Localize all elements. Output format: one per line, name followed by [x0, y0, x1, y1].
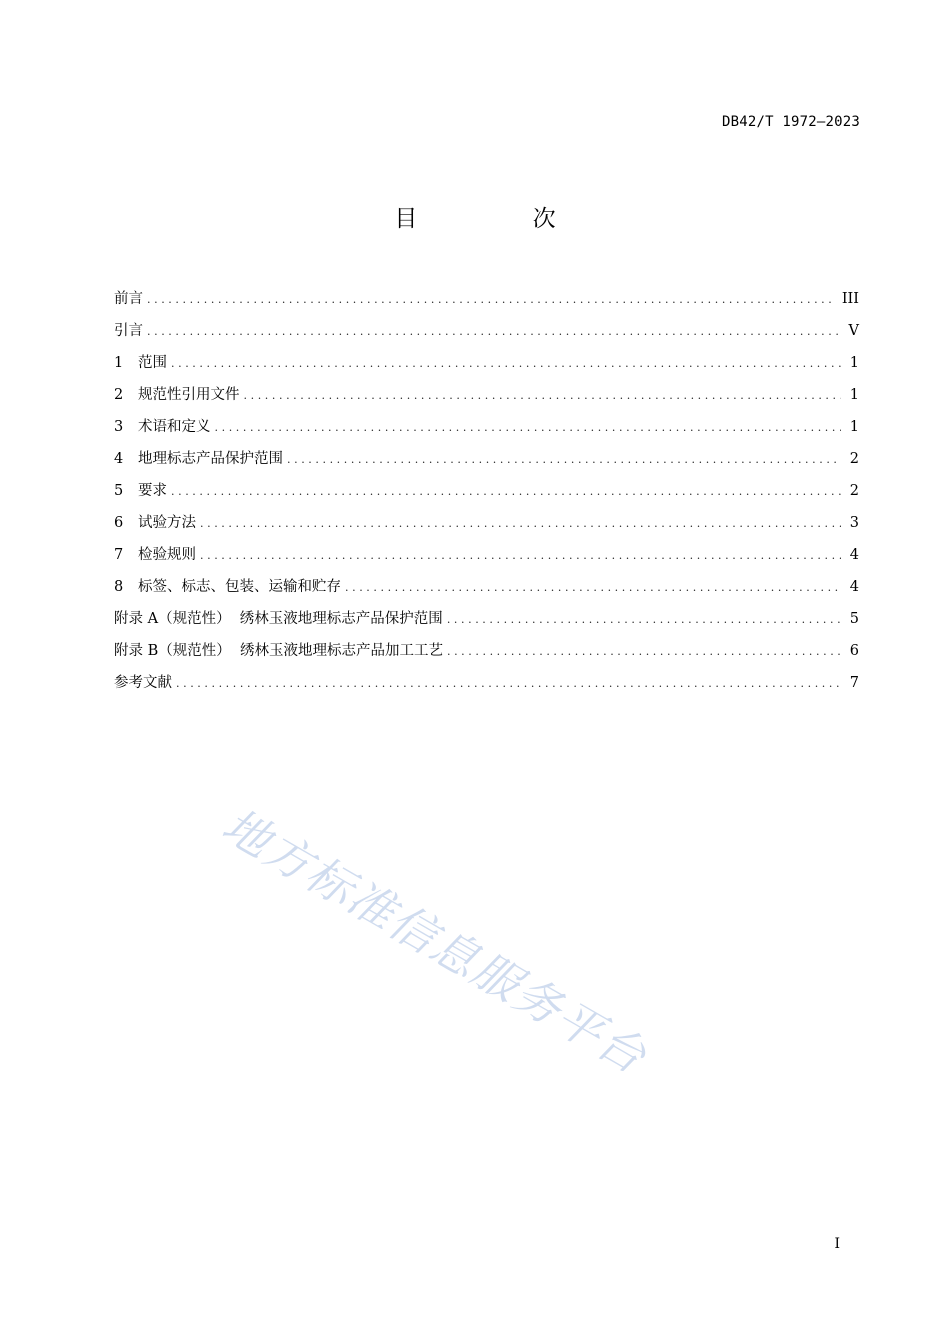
leader-dots — [345, 575, 841, 601]
toc-entry-label: 参考文献 — [114, 675, 172, 691]
toc-entry-number: 5 — [114, 483, 124, 499]
toc-entry-page: 2 — [849, 451, 859, 467]
leader-dots — [176, 671, 841, 697]
leader-dots — [215, 415, 842, 441]
toc-entry-scope[interactable] — [114, 350, 859, 382]
toc-entry-foreword[interactable] — [114, 286, 859, 318]
leader-dots — [147, 287, 836, 313]
leader-dots — [147, 319, 841, 345]
toc-entry-page: 4 — [849, 579, 859, 595]
toc-entry-label: 检验规则 — [138, 547, 196, 563]
toc-entry-page: 1 — [849, 387, 859, 403]
toc-entry-number: 6 — [114, 515, 124, 531]
toc-entry-page: III — [841, 291, 859, 307]
toc-entry-label: 试验方法 — [138, 515, 196, 531]
toc-entry-page: V — [848, 323, 859, 339]
toc-entry-number: 8 — [114, 579, 124, 595]
leader-dots — [287, 447, 841, 473]
toc-entry-number: 3 — [114, 419, 124, 435]
toc-entry-number: 2 — [114, 387, 124, 403]
toc-entry-bibliography[interactable] — [114, 670, 859, 702]
toc-entry-label: 标签、标志、包装、运输和贮存 — [138, 579, 341, 595]
toc-entry-appendix-a[interactable] — [114, 606, 859, 638]
toc-entry-label: 附录 A（规范性） 绣林玉液地理标志产品保护范围 — [114, 611, 443, 627]
toc-entry-labeling-packaging[interactable] — [114, 574, 859, 606]
toc-entry-label: 术语和定义 — [138, 419, 211, 435]
toc-entry-page: 1 — [849, 355, 859, 371]
toc-entry-page: 3 — [849, 515, 859, 531]
toc-entry-inspection-rules[interactable] — [114, 542, 859, 574]
toc-entry-page: 5 — [849, 611, 859, 627]
toc-entry-requirements[interactable] — [114, 478, 859, 510]
toc-entry-label: 范围 — [138, 355, 167, 371]
toc-entry-label: 附录 B（规范性） 绣林玉液地理标志产品加工工艺 — [114, 643, 443, 659]
leader-dots — [447, 607, 841, 633]
table-of-contents — [114, 286, 859, 702]
leader-dots — [447, 639, 841, 665]
leader-dots — [171, 351, 841, 377]
toc-entry-number: 4 — [114, 451, 124, 467]
toc-entry-page: 7 — [849, 675, 859, 691]
toc-entry-label: 引言 — [114, 323, 143, 339]
toc-entry-test-methods[interactable] — [114, 510, 859, 542]
leader-dots — [171, 479, 841, 505]
page-title: 目 次 — [394, 206, 610, 232]
toc-entry-protection-scope[interactable] — [114, 446, 859, 478]
toc-entry-page: 6 — [849, 643, 859, 659]
leader-dots — [200, 543, 841, 569]
toc-entry-terms-definitions[interactable] — [114, 414, 859, 446]
toc-entry-number: 7 — [114, 547, 124, 563]
toc-entry-label: 规范性引用文件 — [138, 387, 240, 403]
toc-entry-appendix-b[interactable] — [114, 638, 859, 670]
toc-entry-label: 要求 — [138, 483, 167, 499]
toc-entry-page: 2 — [849, 483, 859, 499]
watermark: 地方标准信息服务平台 — [213, 797, 657, 1085]
leader-dots — [200, 511, 841, 537]
toc-entry-number: 1 — [114, 355, 124, 371]
page-number: I — [834, 1236, 840, 1252]
toc-entry-label: 地理标志产品保护范围 — [138, 451, 283, 467]
toc-entry-normative-references[interactable] — [114, 382, 859, 414]
toc-entry-page: 1 — [849, 419, 859, 435]
toc-entry-label: 前言 — [114, 291, 143, 307]
toc-entry-introduction[interactable] — [114, 318, 859, 350]
toc-entry-page: 4 — [849, 547, 859, 563]
document-code: DB42/T 1972—2023 — [721, 114, 860, 130]
leader-dots — [244, 383, 842, 409]
